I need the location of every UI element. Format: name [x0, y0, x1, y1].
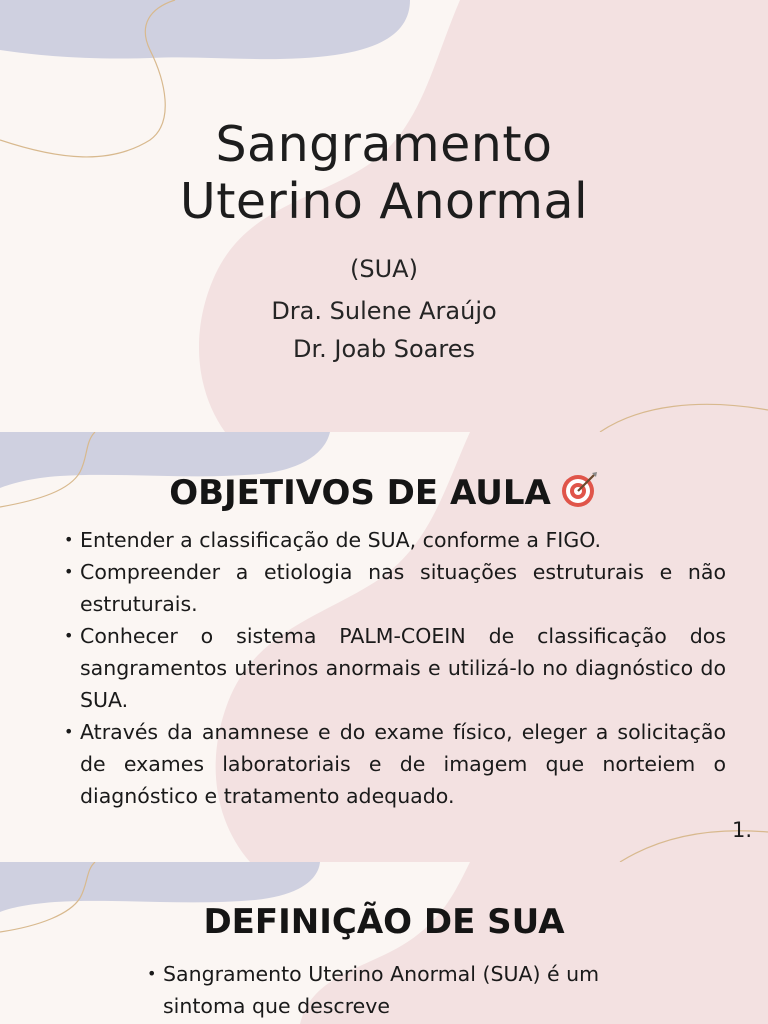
list-item-text: Entender a classificação de SUA, conforme a FIGO. [80, 528, 602, 552]
definition-list [147, 958, 627, 1022]
list-item [64, 524, 726, 556]
list-item-text: Conhecer o sistema PALM-COEIN de classificação dos sangramentos uterinos anormais e utilizá-lo no diagnóstico do SUA. [80, 624, 726, 712]
title-line-2: Uterino Anormal [179, 173, 589, 230]
list-item [64, 556, 726, 620]
slide-title [0, 0, 768, 432]
author-1: Dra. Sulene Araújo [271, 297, 497, 325]
list-item-text: Através da anamnese e do exame físico, eleger a solicitação de exames laboratoriais e de imagem que norteiem o diagnóstico e tratamento adequado. [80, 720, 726, 808]
lavender-blob [0, 0, 410, 59]
bullet: • [147, 964, 157, 983]
slide-objectives [0, 432, 768, 862]
slide-definition [0, 862, 768, 1024]
page-number: 1. [731, 818, 752, 842]
title-line-1: Sangramento [215, 116, 553, 173]
list-item-text: Sangramento Uterino Anormal (SUA) é um sintoma que descreve [163, 962, 600, 1018]
author-2: Dr. Joab Soares [293, 335, 475, 363]
definition-heading: DEFINIÇÃO DE SUA [203, 902, 565, 942]
bullet: • [64, 626, 74, 645]
objectives-heading [0, 470, 768, 515]
bullet: • [64, 562, 74, 581]
objectives-list [64, 524, 726, 812]
abbreviation: (SUA) [350, 255, 418, 283]
target-icon [559, 470, 599, 510]
objectives-heading-text: OBJETIVOS DE AULA [169, 473, 551, 513]
list-item [64, 716, 726, 812]
bullet: • [64, 530, 74, 549]
list-item-text: Compreender a etiologia nas situações estruturais e não estruturais. [80, 560, 726, 616]
bullet: • [64, 722, 74, 741]
list-item [147, 958, 627, 1022]
list-item [64, 620, 726, 716]
